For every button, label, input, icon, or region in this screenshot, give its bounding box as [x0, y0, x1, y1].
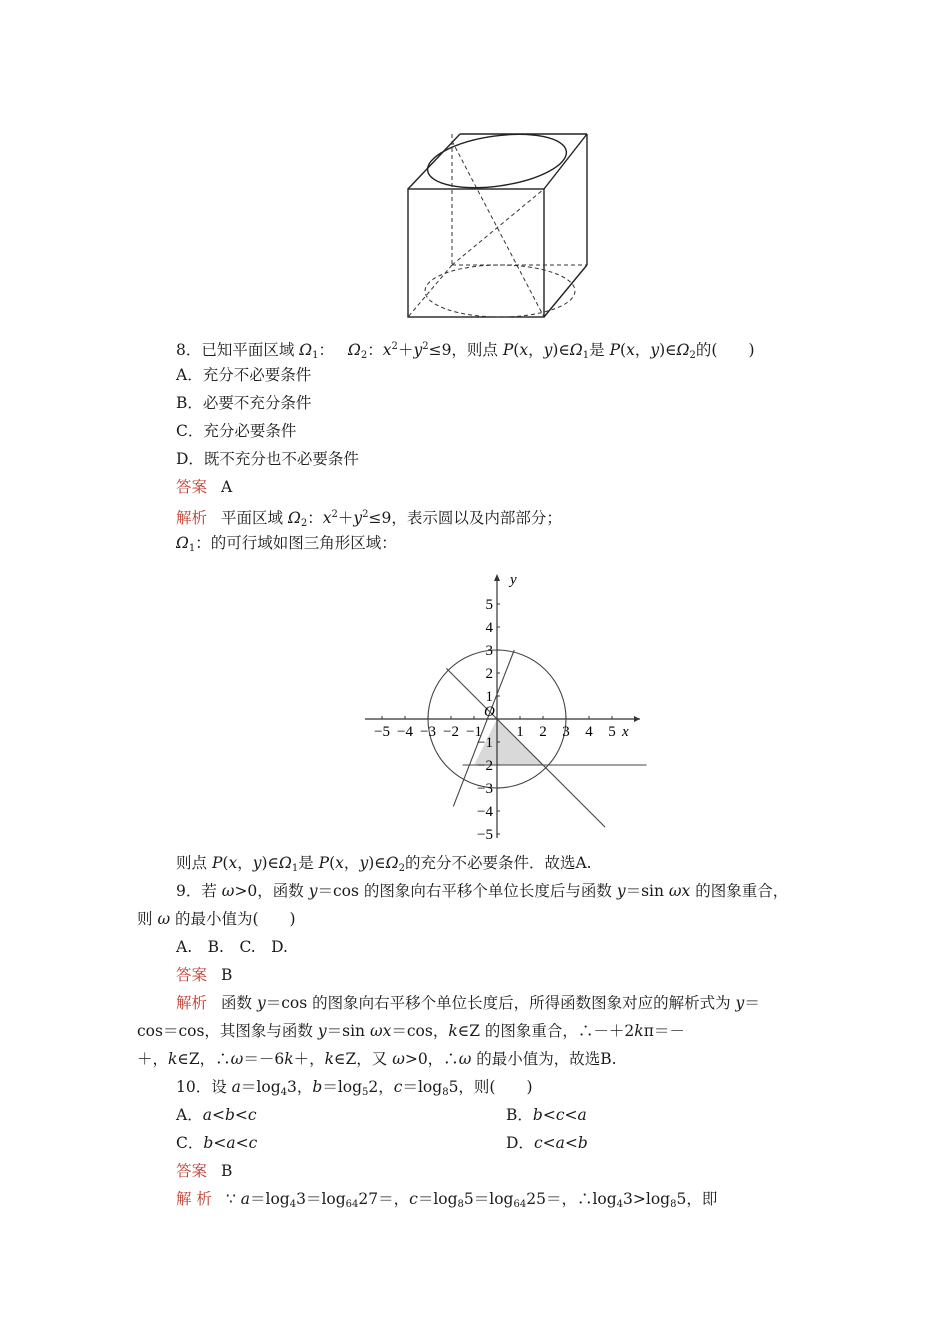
- x-tick-label: 1: [516, 724, 524, 740]
- y-tick-label: 1: [485, 689, 493, 705]
- answer-label: 答案: [176, 1162, 208, 1180]
- analysis-label: 解析: [176, 509, 208, 527]
- x-tick-label: −2: [443, 724, 459, 740]
- q10-option-a: A．a<b<c: [176, 1106, 257, 1124]
- q9-analysis-3: ＋，k∈Z，∴ω＝－6k＋，k∈Z，又 ω>0，∴ω 的最小值为，故选B.: [137, 1050, 617, 1068]
- bottom-ellipse: [425, 265, 575, 317]
- q8-stem: 8．已知平面区域 $\Omega_1$： $\Omega_2$：$x^2+y^2\le 9$，则点 P(x，$y)\in\Omega_1$是 P(x，$y)\in\Omega_2$的( ): [176, 341, 755, 361]
- y-tick-label: 4: [485, 620, 493, 636]
- analysis-label: 解 析: [176, 1190, 212, 1208]
- diagonal-2: [452, 189, 544, 265]
- x-tick-label: −1: [466, 724, 482, 740]
- y-tick-label: −3: [477, 781, 493, 797]
- x-tick-label: 5: [608, 724, 616, 740]
- y-axis-label: y: [510, 572, 517, 588]
- q9-options: A. B. C. D.: [176, 938, 288, 956]
- y-tick-label: −2: [477, 758, 493, 774]
- q9-answer: 答案 B: [176, 966, 233, 984]
- cube-top-edge-right: [544, 134, 587, 189]
- q8-analysis-1: 解析 平面区域 $\Omega_2$：$x^2+y^2\le 9$，表示圆以及内部部分；: [176, 509, 562, 529]
- q9-analysis-1: 解析 函数 y＝cos 的图象向右平移个单位长度后，所得函数图象对应的解析式为 y＝: [176, 994, 760, 1012]
- analysis-label: 解析: [176, 994, 208, 1012]
- origin-label: O: [484, 704, 495, 720]
- x-tick-label: −3: [420, 724, 436, 740]
- y-tick-label: 5: [485, 597, 493, 613]
- x-axis-arrow: [634, 716, 640, 722]
- x-tick-label: 4: [585, 724, 593, 740]
- coordinate-chart: [360, 568, 650, 843]
- x-tick-label: −5: [374, 724, 390, 740]
- y-tick-label: 2: [485, 666, 493, 682]
- q9-stem-2: 则 ω 的最小值为( ): [137, 910, 296, 928]
- q8-option-b: B．必要不充分条件: [176, 394, 312, 412]
- x-axis-label: x: [622, 724, 629, 740]
- x-tick-label: 3: [562, 724, 570, 740]
- q9-analysis-2: cos＝cos，其图象与函数 y＝sin ωx＝cos，k∈Z 的图象重合，∴－＋2kπ＝－: [137, 1022, 685, 1040]
- cube-figure: [400, 125, 595, 325]
- answer-label: 答案: [176, 966, 208, 984]
- y-tick-label: −4: [477, 804, 493, 820]
- q8-answer: 答案 A: [176, 478, 233, 496]
- top-ellipse: [424, 127, 570, 196]
- q8-option-d: D．既不充分也不必要条件: [176, 450, 359, 468]
- y-tick-label: −5: [477, 827, 493, 843]
- q10-stem: 10．设 $a=\log_43$，$b=\log_52$，$c=\log_85$，则( ): [176, 1078, 533, 1098]
- y-tick-label: −1: [477, 735, 493, 751]
- q10-option-b: B．b<c<a: [506, 1106, 587, 1124]
- y-axis-arrow: [494, 574, 500, 581]
- q8-option-c: C．充分必要条件: [176, 422, 297, 440]
- q10-option-d: D．c<a<b: [506, 1134, 588, 1152]
- q10-answer: 答案 B: [176, 1162, 233, 1180]
- cube-front-face: [408, 189, 544, 317]
- q10-option-c: C．b<a<c: [176, 1134, 258, 1152]
- y-tick-label: 3: [485, 643, 493, 659]
- q9-stem-1: 9．若 ω>0，函数 y＝cos 的图象向右平移个单位长度后与函数 y＝sin ωx 的图象重合，: [176, 882, 789, 900]
- answer-label: 答案: [176, 478, 208, 496]
- q10-analysis-1: 解 析 ∵ $a=\log_43=\log_{64}27=$，$c=\log_85=\log_{64}25=$，$\therefore\log_43>\log_85$，即: [176, 1190, 718, 1210]
- q8-analysis-2: $\Omega_1$：的可行域如图三角形区域：: [176, 534, 397, 554]
- x-tick-label: −4: [397, 724, 413, 740]
- cube-bottom-right-edge: [544, 265, 587, 317]
- q8-conclusion: 则点 P(x，$y)\in\Omega_1$是 P(x，$y)\in\Omega_2$的充分不必要条件．故选A.: [176, 854, 592, 874]
- x-tick-label: 2: [539, 724, 547, 740]
- q8-option-a: A．充分不必要条件: [176, 366, 312, 384]
- diagonal-1: [452, 141, 544, 317]
- boundary-line-1: [446, 668, 605, 827]
